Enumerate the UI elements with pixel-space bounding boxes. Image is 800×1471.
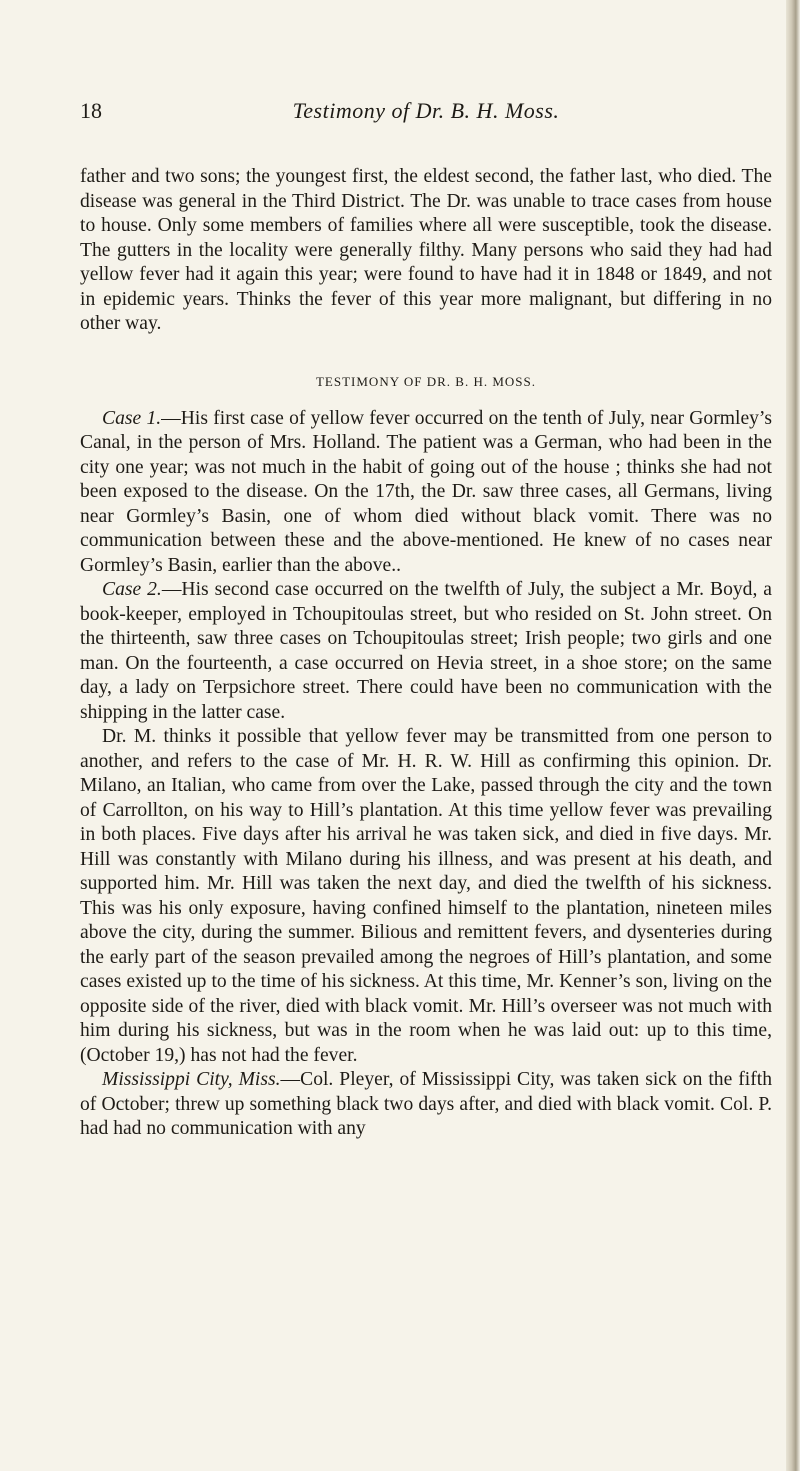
case-1-label: Case 1. <box>102 407 162 429</box>
case-2-label: Case 2. <box>102 579 162 600</box>
mississippi-paragraph <box>80 1068 772 1142</box>
page-header <box>80 98 772 138</box>
dr-m-paragraph: Dr. M. thinks it possible that yellow fever may be transmitted from one person to another, and refers to the case of Mr. H. R. W. Hill as confirming this opinion. Dr. Milano, an Italian, who came from over the Lake, passed through the city and the town of Carrollton, on his way to Hill’s plantation. At this time yellow fever was prevailing in both places. Five days after his arrival he was taken sick, and died in five days. Mr. Hill was constantly with Milano during his illness, and was present at his death, and supported him. Mr. Hill was taken the next day, and died the twelfth of his sickness. This was his only exposure, having confined himself to the plantation, nineteen miles above the city, during the summer. Bilious and remittent fevers, and dysenteries during the early part of the season prevailed among the negroes of Hill’s plantation, and some cases existed up to the time of his sickness. At this time, Mr. Kenner’s son, living on the opposite side of the river, died with black vomit. Mr. Hill’s overseer was not much with him during his sickness, but was in the room when he was laid out: up to this time, (October 19,) has not had the fever. <box>80 726 772 1066</box>
section-heading: TESTIMONY OF DR. B. H. MOSS. <box>315 373 537 389</box>
case-1-text: —His first case of yellow fever occurred on the tenth of July, near Gormley’s Canal, in the person of Mrs. Holland. The patient was a German, who had been in the city one year; was not much in the habit of going out of the house ; thinks she had not been exposed to the disease. On the 17th, the Dr. saw three cases, all Germans, living near Gormley’s Basin, one of whom died without black vomit. There was no communication between these and the above-mentioned. He knew of no cases near Gormley’s Basin, earlier than the above.. <box>80 407 773 576</box>
case-1-paragraph <box>80 407 772 579</box>
page-body <box>80 165 772 1142</box>
mississippi-text: —Col. Pleyer, of Mississippi City, was taken sick on the fifth of October; threw up something black two days after, and died with black vomit. Col. P. had had no communication with any <box>80 1069 772 1139</box>
page-edge-shadow <box>786 0 800 1471</box>
case-2-text: —His second case occurred on the twelfth of July, the subject a Mr. Boyd, a book-keeper, employed in Tchoupitoulas street, but who resided on St. John street. On the thirteenth, saw three cases on Tchoupitoulas street; Irish people; two girls and one man. On the fourteenth, a case occurred on Hevia street, in a shoe store; on the same day, a lady on Terpsichore street. There could have been no communication with the shipping in the latter case. <box>80 579 773 723</box>
running-title: Testimony of Dr. B. H. Moss. <box>292 98 560 123</box>
intro-paragraph: father and two sons; the youngest first, the eldest second, the father last, who died. The disease was general in the Third District. The Dr. was unable to trace cases from house to house. Only some members of families where all were susceptible, took the disease. The gutters in the locality were generally filthy. Many persons who said they had had yellow fever had it again this year; were found to have had it in 1848 or 1849, and not in epidemic years. Thinks the fever of this year more malignant, but differing in no other way. <box>80 166 772 334</box>
case-2-paragraph <box>80 578 772 725</box>
page-number: 18 <box>80 98 102 123</box>
mississippi-label: Mississippi City, Miss. <box>102 1069 281 1090</box>
